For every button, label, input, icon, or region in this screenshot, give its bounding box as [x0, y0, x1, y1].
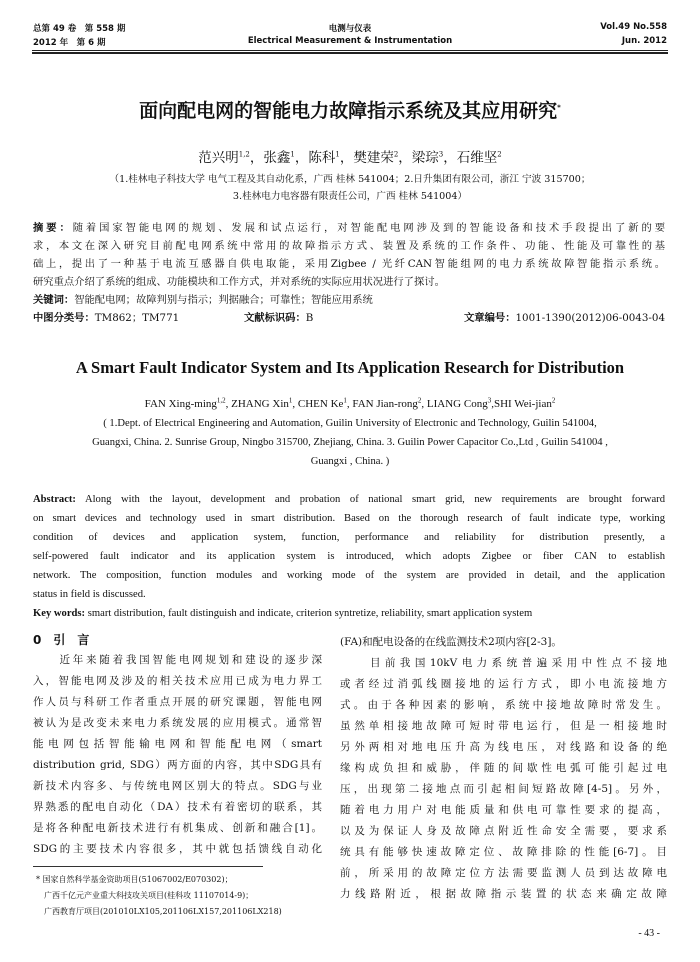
body-line: 新技术内容多、与传统电网区别大的特点。SDG与业 — [33, 780, 322, 792]
abstract-cn-line: 求，本文在深入研究目前配电网系统中常用的故障指示方式、装置及系统的工作条件、功能、性能及可靠性的基 — [33, 240, 665, 252]
volume-issue-en: Vol.49 No.558 — [600, 22, 667, 32]
body-line: 缘构成负担和威胁，伴随的间歇性电弧可能引起过电 — [340, 762, 667, 774]
affiliation-cn-2: 3.桂林电力电容器有限责任公司，广西 桂林 541004） — [232, 191, 468, 202]
author-cn: 范兴明$^{1,2}$， — [198, 150, 264, 166]
body-line: 入，智能电网及涉及的相关技术应用已成为电力界工 — [33, 675, 322, 687]
body-left-column — [33, 650, 322, 860]
abstract-cn-line: 础上，提出了一种基于电流互感器自供电取能，采用Zigbee / 光纤CAN智能组网的电力系统故障智能指示系统。 — [33, 258, 665, 270]
page-title — [0, 96, 700, 123]
header-rule — [32, 50, 668, 51]
body-line: 虽然单相接地故障可短时带电运行，但是一相接地时 — [340, 720, 667, 732]
body-line: 能电网包括智能输电网和智能配电网（smart — [33, 738, 322, 750]
body-line: 前，所采用的故障定位方法需要监测人员到达故障电 — [340, 867, 667, 879]
abstract-en-line: condition of devices and application system, function, performance and reliability for distribution presently, a — [33, 532, 665, 543]
body-line: SDG的主要技术内容很多，其中就包括馈线自动化 — [33, 843, 322, 855]
header-rule-thick — [32, 52, 668, 54]
author-en: CHEN Ke$^1$, — [297, 396, 353, 410]
body-line: 式。由于各种因素的影响，系统中接地故障时常发生。 — [340, 699, 667, 711]
author-cn: 石维坚$^2$ — [456, 150, 502, 166]
body-line: 统具有能够快速故障定位、故障排除的性能[6-7]。目 — [340, 846, 667, 858]
journal-name-cn: 电测与仪表 — [328, 24, 372, 34]
author-en: SHI Wei-jian$^2$ — [493, 396, 556, 410]
author-en: FAN Xing-ming$^{1,2}$, — [144, 396, 232, 410]
body-line: 作人员与科研工作者重点开展的研究课题，智能电网 — [33, 696, 322, 708]
abstract-en-label: Abstract: — [33, 494, 76, 505]
keywords-cn: 关键词：智能配电网；故障判别与指示；判据融合；可靠性；智能应用系统 — [33, 294, 373, 306]
abstract-en-line: status in field is discussed. — [33, 589, 146, 600]
affiliation-en-3: Guangxi , China. ) — [310, 456, 390, 467]
abstract-en-line: Abstract: Along with the layout, development and probation of national smart grid, new requirements are brought forward — [33, 494, 665, 505]
page-number: - 43 - — [638, 928, 660, 939]
abstract-cn-line: 研究重点介绍了系统的组成、功能模块和工作方式，并对系统的实际应用状况进行了探讨。 — [33, 276, 445, 288]
section-heading: 0 引 言 — [33, 633, 90, 647]
body-line: (FA)和配电设备的在线监测技术2项内容[2-3]。 — [340, 636, 562, 648]
author-en: ZHANG Xin$^1$, — [231, 396, 298, 410]
abstract-cn-line: 摘要：随着国家智能电网的规划、发展和试点运行，对智能配电网涉及到的智能设备和技术手段提出了新的要 — [33, 222, 665, 234]
author-cn: 张鑫$^1$， — [263, 150, 309, 166]
affiliation-en-1: ( 1.Dept. of Electrical Engineering and Automation, Guilin University of Electronic and Technology, Guilin 541004, — [103, 418, 597, 429]
affiliation-cn-1: （1.桂林电子科技大学 电气工程及其自动化系，广西 桂林 541004；2.日升集团有限公司，浙江 宁波 315700； — [109, 174, 591, 185]
document-code: 文献标识码：B — [244, 312, 314, 324]
affiliation-en-2: Guangxi, China. 2. Sunrise Group, Ningbo 315700, Zhejiang, China. 3. Guilin Power Capacitor Co.,Ltd , Guilin 541004 , — [92, 437, 608, 448]
body-line: distribution grid, SDG）两方面的内容，其中SDG具有 — [33, 759, 322, 771]
article-number: 文章编号：1001-1390(2012)06-0043-04 — [464, 312, 665, 324]
abstract-en-line: on smart devices and technology used in smart distribution. Based on the thorough research of fault indicate type, working — [33, 513, 665, 524]
body-right-column — [340, 632, 667, 905]
body-line: 界熟悉的配电自动化（DA）技术有着密切的联系，其 — [33, 801, 322, 813]
body-line: 随着电力用户对电能质量和供电可靠性要求的提高， — [340, 804, 667, 816]
authors-en — [0, 396, 700, 410]
keywords-en: Key words: smart distribution, fault distinguish and indicate, criterion syntretize, reliability, smart application system — [33, 608, 533, 619]
english-title: A Smart Fault Indicator System and Its Application Research for Distribution — [75, 358, 625, 377]
abstract-cn-label: 摘要： — [33, 222, 73, 234]
keywords-en-label: Key words: — [33, 608, 86, 619]
author-en: LIANG Cong$^3$, — [426, 396, 494, 410]
author-cn: 樊建荣$^2$， — [353, 150, 412, 166]
author-cn: 梁琮$^3$， — [411, 150, 457, 166]
body-line: 目前我国10kV电力系统普遍采用中性点不接地 — [340, 657, 667, 669]
date-en: Jun. 2012 — [621, 36, 667, 46]
body-line: 被认为是改变未来电力系统发展的应用模式。通常智 — [33, 717, 322, 729]
journal-name-en: Electrical Measurement & Instrumentation — [247, 36, 453, 46]
title-footnote-mark: * — [557, 103, 561, 112]
classification-cn: 中图分类号：TM862；TM771 — [33, 312, 180, 324]
keywords-cn-label: 关键词： — [33, 294, 75, 306]
footnote: * 国家自然科学基金资助项目(51067002/E070302)； — [36, 875, 233, 884]
body-line: 力线路附近，根据故障指示装置的状态来确定故障 — [340, 888, 667, 900]
footnote-rule — [33, 866, 263, 867]
authors-cn — [0, 146, 700, 166]
year-issue-cn: 2012 年 第 6 期 — [33, 38, 106, 48]
title-cn-text: 面向配电网的智能电力故障指示系统及其应用研究 — [139, 100, 558, 122]
footnote: 广西千亿元产业重大科技攻关项目(桂科攻 11107014-9)； — [44, 891, 254, 900]
author-en: FAN Jian-rong$^2$, — [352, 396, 427, 410]
author-cn: 陈科$^1$， — [308, 150, 354, 166]
body-line: 或者经过消弧线圈接地的运行方式，即小电流接地方 — [340, 678, 667, 690]
body-line: 以及为保证人身及故障点附近性命安全需要，要求系 — [340, 825, 667, 837]
footnote: 广西教育厅项目(201010LX105,201106LX157,201106LX218) — [44, 907, 282, 916]
volume-issue-cn: 总第 49 卷 第 558 期 — [33, 24, 126, 34]
body-line: 另外两相对地电压升高为线电压，对线路和设备的绝 — [340, 741, 667, 753]
body-line: 压，出现第二接地点而引起相间短路故障[4-5]。另外， — [340, 783, 667, 795]
abstract-en-line: network. The composition, function modules and working mode of the system are provided in detail, and the application — [33, 570, 665, 581]
body-line: 是将各种配电新技术进行有机集成、创新和融合[1]。 — [33, 822, 322, 834]
abstract-en-line: self-powered fault indicator and its application system is introduced, which adopts Zigbee or fiber CAN to establish — [33, 551, 665, 562]
body-line: 近年来随着我国智能电网规划和建设的逐步深 — [33, 654, 322, 666]
